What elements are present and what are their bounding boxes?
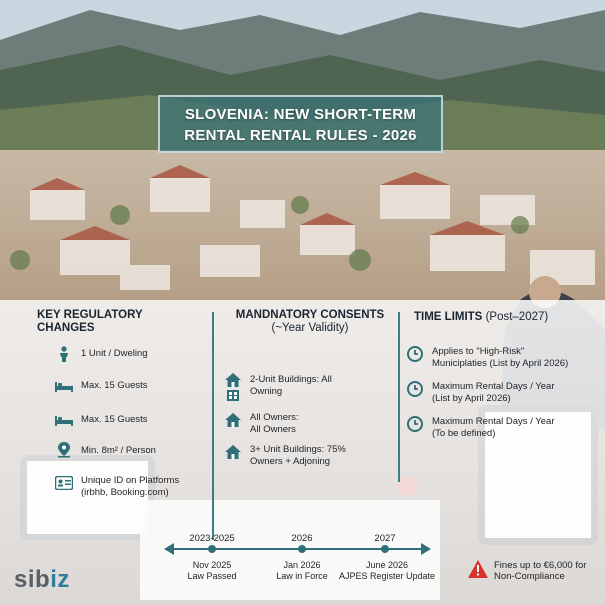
regulatory-item-text: Max. 15 Guests xyxy=(81,380,148,391)
regulatory-item-area xyxy=(55,442,156,458)
house-icon xyxy=(224,372,242,402)
warning-icon xyxy=(468,560,488,578)
timeline-marker xyxy=(298,545,306,553)
consents-heading-subtitle: (~Year Validity) xyxy=(271,322,349,334)
fine-text-line-1: Fines up to €6,000 for xyxy=(494,560,587,571)
time-limits-item-text xyxy=(432,346,568,369)
title-line-2: RENTAL RENTAL RULES - 2026 xyxy=(184,127,417,144)
time-limits-item-text xyxy=(432,381,555,404)
bed-icon xyxy=(55,412,73,428)
clock-icon xyxy=(406,381,424,397)
time-limits-item-text-line-2: Municiplaties (List by April 2026) xyxy=(432,357,569,369)
regulatory-item-text xyxy=(81,475,179,498)
regulatory-item-guests-2 xyxy=(55,412,148,428)
regulatory-item-text-line-2: (irbhb, Booking.com) xyxy=(81,486,169,498)
consents-item-3-unit xyxy=(224,444,346,467)
regulatory-item-units xyxy=(55,346,148,362)
timeline-event-label: Law in Force xyxy=(276,571,328,581)
time-limits-heading-title: TIME LIMITS xyxy=(414,311,483,323)
logo-text-part-1: sib xyxy=(14,566,51,593)
time-limits-item-text-line-1: Maximum Rental Days / Year xyxy=(432,381,555,392)
title-banner xyxy=(158,95,443,153)
consents-item-2-unit xyxy=(224,372,332,402)
regulatory-heading-line-2: CHANGES xyxy=(37,322,95,334)
fine-text-line-2: Non-Compliance xyxy=(494,571,565,582)
timeline-year: 2026 xyxy=(291,533,313,544)
timeline-event-label: Law Passed xyxy=(187,571,237,581)
time-limits-item-text xyxy=(432,416,555,439)
consents-item-text-line-2: All Owners xyxy=(250,423,296,435)
timeline-event-date: Jan 2026 xyxy=(283,560,321,570)
timeline-year: 2023-2025 xyxy=(189,533,235,544)
bed-icon xyxy=(55,378,73,394)
sibiz-logo xyxy=(14,566,70,594)
house-icon xyxy=(224,444,242,460)
consents-item-text-line-2: Owning xyxy=(250,385,283,397)
consents-item-text-line-2: Owners + Adjoning xyxy=(250,455,331,467)
timeline-event-label: AJPES Register Update xyxy=(338,571,436,581)
clock-icon xyxy=(406,416,424,432)
time-limits-heading-suffix: (Post–2027) xyxy=(485,311,549,323)
regulatory-heading xyxy=(37,309,143,335)
timeline-arrow-right-icon xyxy=(421,543,431,555)
time-limits-heading xyxy=(414,311,548,323)
consents-item-all-owners xyxy=(224,412,299,435)
person-icon xyxy=(55,346,73,362)
time-limits-item-text-line-1: Applies to "High-Risk" xyxy=(432,346,525,357)
timeline-marker xyxy=(381,545,389,553)
time-limits-item-text-line-2: (To be defined) xyxy=(432,427,496,439)
consents-heading-title: MANDNATORY CONSENTS xyxy=(235,309,385,321)
consents-item-text xyxy=(250,444,346,467)
regulatory-item-text: 1 Unit / Dweling xyxy=(81,348,148,359)
column-divider xyxy=(212,312,214,540)
id-card-icon xyxy=(55,475,73,491)
consents-item-text-line-1: 3+ Unit Buildings: 75% xyxy=(250,444,346,455)
column-divider xyxy=(398,312,400,482)
timeline-marker xyxy=(208,545,216,553)
consents-item-text-line-1: All Owners: xyxy=(250,412,299,423)
fine-text xyxy=(494,560,586,582)
regulatory-item-text-line-1: Unique ID on Platforms xyxy=(81,475,180,486)
time-limits-item-max-days-1 xyxy=(406,381,555,404)
logo-text-part-2: iz xyxy=(50,566,70,593)
consents-item-text-line-1: 2-Unit Buildings: All xyxy=(250,374,332,385)
timeline-event-date: June 2026 xyxy=(365,560,409,570)
timeline-event xyxy=(322,560,452,582)
time-limits-item-text-line-2: (List by April 2026) xyxy=(432,392,511,404)
consents-heading xyxy=(230,309,390,335)
time-limits-item-text-line-1: Maximum Rental Days / Year xyxy=(432,416,555,427)
regulatory-item-text: Max. 15 Guests xyxy=(81,414,148,425)
consents-item-text xyxy=(250,412,299,435)
consents-item-text xyxy=(250,374,332,397)
title-line-1: SLOVENIA: NEW SHORT-TERM xyxy=(184,106,417,123)
regulatory-item-text: Min. 8m² / Person xyxy=(81,445,156,456)
regulatory-item-unique-id xyxy=(55,475,179,498)
regulatory-item-guests-1 xyxy=(55,378,148,394)
regulatory-heading-line-1: KEY REGULATORY xyxy=(37,309,143,321)
timeline-year: 2027 xyxy=(374,533,396,544)
timeline-event-date: Nov 2025 xyxy=(192,560,232,570)
house-icon xyxy=(224,412,242,428)
clock-icon xyxy=(406,346,424,362)
fine-warning xyxy=(468,560,586,582)
location-pin-icon xyxy=(55,442,73,458)
time-limits-item-max-days-2 xyxy=(406,416,555,439)
time-limits-item-high-risk xyxy=(406,346,568,369)
timeline-arrow-left-icon xyxy=(164,543,174,555)
